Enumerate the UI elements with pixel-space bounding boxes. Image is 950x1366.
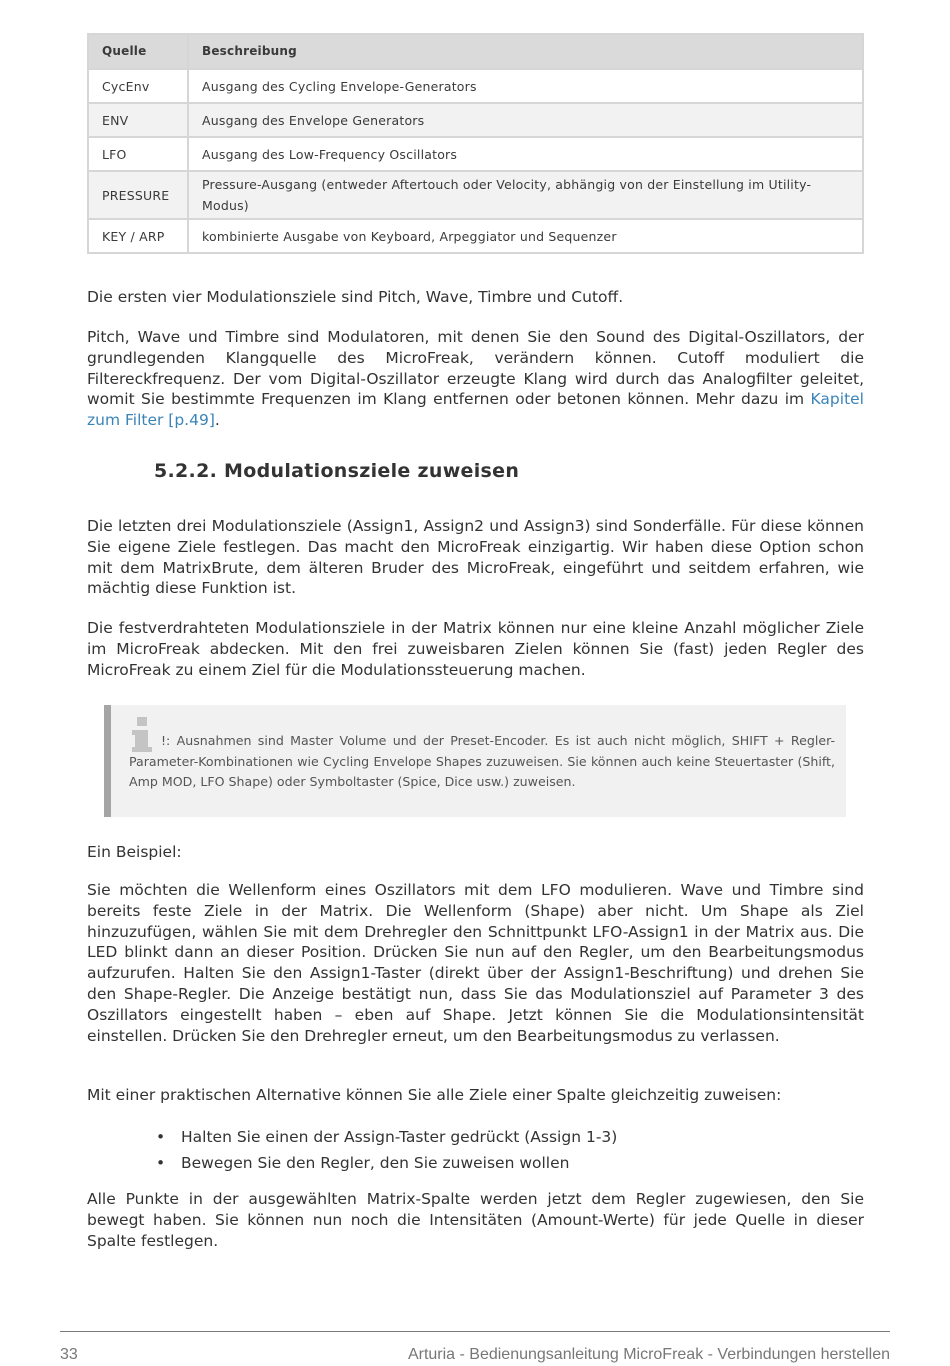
paragraph-modulators-end: . <box>214 411 220 430</box>
table-cell-source: KEY / ARP <box>88 219 188 253</box>
table-row <box>88 219 863 253</box>
paragraph-modulation-targets: Die ersten vier Modulationsziele sind Pitch, Wave, Timbre und Cutoff. <box>87 288 624 306</box>
table-cell-source: PRESSURE <box>88 171 188 219</box>
paragraph-column-assign: Alle Punkte in der ausgewählten Matrix-Spalte werden jetzt dem Regler zugewiesen, den Sie bewegt haben. Sie können nun noch die Intensitäten (Amount-Werte) für jede Quelle in dieser Spalte festlegen. <box>87 1190 864 1250</box>
page-number: 33 <box>60 1346 78 1363</box>
bullet-list <box>154 1124 617 1176</box>
table-header-source: Quelle <box>88 34 188 69</box>
footer-divider <box>60 1331 890 1332</box>
bullet-dot: • <box>156 1154 166 1172</box>
table-cell-description: Ausgang des Cycling Envelope-Generators <box>188 69 863 103</box>
list-item-text: Bewegen Sie den Regler, den Sie zuweisen wollen <box>181 1154 570 1172</box>
table-row <box>88 171 863 219</box>
section-heading: 5.2.2. Modulationsziele zuweisen <box>154 460 520 482</box>
table-row <box>88 103 863 137</box>
table-cell-source: ENV <box>88 103 188 137</box>
bullet-dot: • <box>156 1128 166 1146</box>
note-box <box>104 705 846 817</box>
table-cell-source: LFO <box>88 137 188 171</box>
table-cell-description: Ausgang des Envelope Generators <box>188 103 863 137</box>
paragraph-alternative: Mit einer praktischen Alternative können Sie alle Ziele einer Spalte gleichzeitig zuweisen: <box>87 1086 782 1104</box>
paragraph-modulators <box>87 327 864 431</box>
list-item-text: Halten Sie einen der Assign-Taster gedrückt (Assign 1-3) <box>181 1128 618 1146</box>
table-row <box>88 69 863 103</box>
paragraph-hardwired-targets: Die festverdrahteten Modulationsziele in der Matrix können nur eine kleine Anzahl möglicher Ziele im MicroFreak abdecken. Mit den frei zuweisbaren Zielen können Sie (fast) jeden Regler des MicroFreak zu einem Ziel für die Modulationssteuerung machen. <box>87 619 864 679</box>
paragraph-example-label: Ein Beispiel: <box>87 843 182 861</box>
paragraph-modulators-text: Pitch, Wave und Timbre sind Modulatoren, mit denen Sie den Sound des Digital-Oszillators, der grundlegenden Klangquelle des MicroFreak, verändern können. Cutoff moduliert die Filtereckfrequenz. Der vom Digital-Oszillator erzeugte Klang wird durch das Analogfilter geleitet, womit Sie bestimmte Frequenzen im Klang entfernen oder betonen können. Mehr dazu im <box>87 328 864 409</box>
filter-chapter-link[interactable]: Kapitel zum Filter [p.49] <box>87 390 864 430</box>
list-item <box>154 1124 617 1150</box>
paragraph-example: Sie möchten die Wellenform eines Oszillators mit dem LFO modulieren. Wave und Timbre sind bereits feste Ziele in der Matrix. Die Wellenform (Shape) aber nicht. Um Shape als Ziel hinzuzufügen, wählen Sie mit dem Drehregler den Schnittpunkt LFO-Assign1 in der Matrix aus. Die LED blinkt dann an dieser Position. Drücken Sie nun auf den Regler, um den Bearbeitungsmodus aufzurufen. Halten Sie den Assign1-Taster (direkt über der Assign1-Beschriftung) und drehen Sie den Shape-Regler. Die Anzeige bestätigt nun, dass Sie das Modulationsziel auf Parameter 3 des Oszillators eingestellt haben – eben auf Shape. Jetzt können Sie die Modulationsintensität einstellen. Drücken Sie den Drehregler erneut, um den Bearbeitungsmodus zu verlassen. <box>87 881 864 1045</box>
paragraph-assign-targets: Die letzten drei Modulationsziele (Assign1, Assign2 und Assign3) sind Sonderfälle. Für diese können Sie eigene Ziele festlegen. Das macht den MicroFreak einzigartig. Wir haben diese Option schon mit dem MatrixBrute, dem älteren Bruder des MicroFreak, eingeführt und seitdem erfahren, wie mächtig diese Funktion ist. <box>87 517 864 598</box>
table-cell-description: kombinierte Ausgabe von Keyboard, Arpeggiator und Sequenzer <box>188 219 863 253</box>
list-item <box>154 1150 617 1176</box>
modulation-sources-table <box>87 33 864 254</box>
table-row <box>88 137 863 171</box>
note-text: !: Ausnahmen sind Master Volume und der Preset-Encoder. Es ist auch nicht möglich, SHIFT + Regler-Parameter-Kombinationen wie Cycling Envelope Shapes zuzuweisen. Sie können auch keine Steuertaster (Shift, Amp MOD, LFO Shape) oder Symboltaster (Spice, Dice usw.) zuweisen. <box>129 733 835 789</box>
table-cell-description: Pressure-Ausgang (entweder Aftertouch oder Velocity, abhängig von der Einstellung im Utility-Modus) <box>188 171 863 219</box>
table-cell-source: CycEnv <box>88 69 188 103</box>
table-header-row <box>88 34 863 69</box>
table-cell-description: Ausgang des Low-Frequency Oscillators <box>188 137 863 171</box>
table-header-description: Beschreibung <box>188 34 863 69</box>
footer-title: Arturia - Bedienungsanleitung MicroFreak - Verbindungen herstellen <box>407 1346 890 1363</box>
